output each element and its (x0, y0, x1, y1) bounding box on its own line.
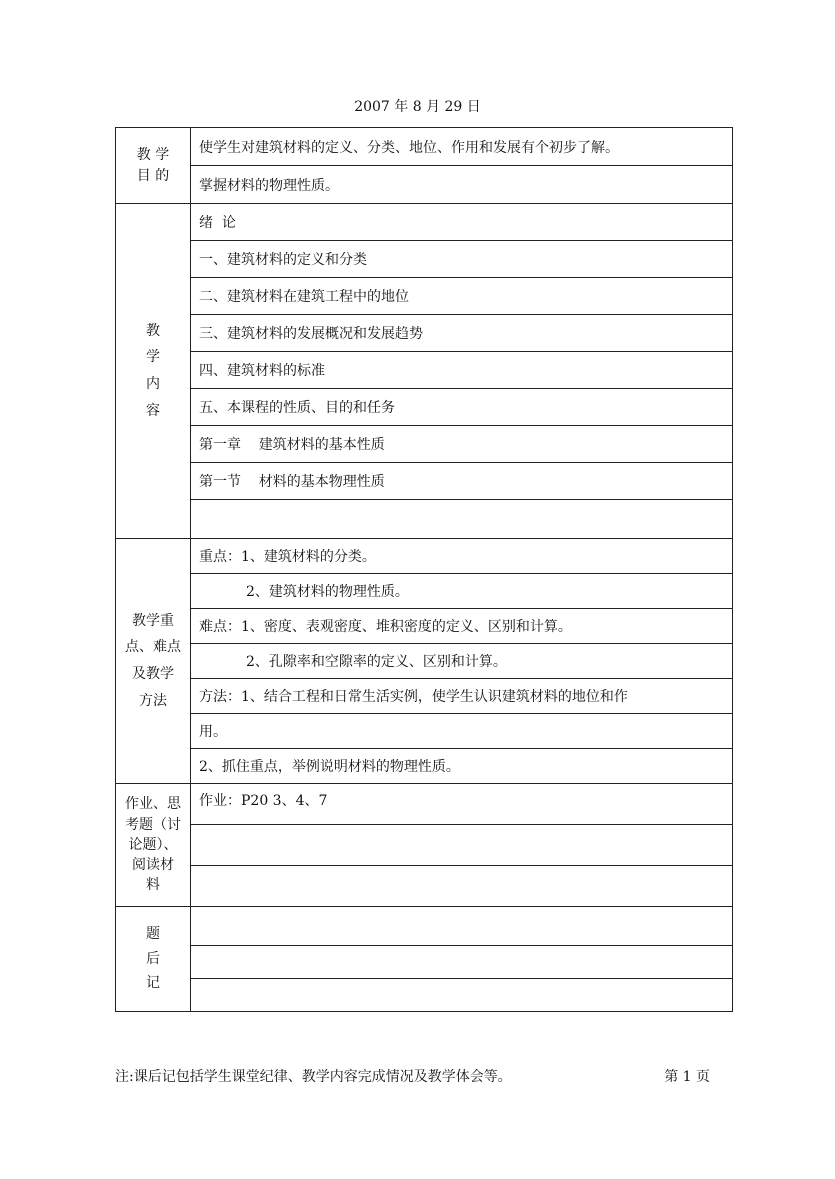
content-row (116, 352, 733, 389)
content-label-line: 教 (146, 322, 160, 339)
content-item: 四、建筑材料的标准 (191, 352, 733, 389)
afterword-label-line: 记 (146, 975, 160, 992)
afterword-item-empty (191, 946, 733, 979)
key-item: 重点：1、建筑材料的分类。 (191, 539, 733, 574)
content-item: 五、本课程的性质、目的和任务 (191, 389, 733, 426)
key-item: 2、建筑材料的物理性质。 (191, 574, 733, 609)
goal-label-line: 目 的 (136, 167, 170, 184)
key-row (116, 749, 733, 784)
homework-row (116, 825, 733, 866)
afterword-label (116, 907, 191, 1012)
homework-item-empty (191, 825, 733, 866)
footer-note: 注:课后记包括学生课堂纪律、教学内容完成情况及教学体会等。 (115, 1069, 512, 1085)
content-row (116, 389, 733, 426)
homework-label-line: 作业、思 (125, 796, 181, 813)
goal-item: 掌握材料的物理性质。 (191, 166, 733, 204)
content-item: 一、建筑材料的定义和分类 (191, 241, 733, 278)
key-row (116, 644, 733, 679)
key-row (116, 679, 733, 714)
key-item: 方法：1、结合工程和日常生活实例，使学生认识建筑材料的地位和作 (191, 679, 733, 714)
content-label-line: 容 (146, 402, 160, 419)
homework-label-line: 料 (146, 877, 160, 894)
goal-label (116, 128, 191, 204)
content-row (116, 204, 733, 241)
homework-label-line: 论题）、 (128, 836, 178, 853)
content-label-line: 内 (146, 376, 160, 392)
homework-row (116, 784, 733, 825)
afterword-row (116, 907, 733, 946)
content-item: 二、建筑材料在建筑工程中的地位 (191, 278, 733, 315)
afterword-label-line: 后 (146, 950, 160, 967)
document-date: 2007 年 8 月 29 日 (354, 99, 481, 115)
key-label-line: 方法 (139, 692, 167, 709)
homework-row (116, 866, 733, 907)
key-label-line: 点、难点 (125, 639, 181, 656)
key-label-line: 及教学 (132, 666, 174, 682)
content-row (116, 463, 733, 500)
content-item: 三、建筑材料的发展概况和发展趋势 (191, 315, 733, 352)
key-label-line: 教学重 (132, 612, 174, 629)
key-item: 用。 (191, 714, 733, 749)
content-item: 第一节 材料的基本物理性质 (191, 463, 733, 500)
homework-label (116, 784, 191, 907)
key-item: 2、孔隙率和空隙率的定义、区别和计算。 (191, 644, 733, 679)
content-item-empty (191, 500, 733, 539)
content-row (116, 500, 733, 539)
key-row (116, 609, 733, 644)
key-row (116, 714, 733, 749)
goal-label-line: 教 学 (136, 146, 170, 163)
key-item: 2、抓住重点，举例说明材料的物理性质。 (191, 749, 733, 784)
lesson-plan-table (115, 127, 733, 1012)
content-label-line: 学 (146, 349, 160, 366)
footer (115, 1068, 710, 1086)
key-label (116, 539, 191, 784)
page-number: 第 1 页 (664, 1069, 710, 1085)
afterword-row (116, 979, 733, 1012)
content-row (116, 278, 733, 315)
homework-item: 作业：P20 3、4、7 (191, 784, 733, 825)
afterword-row (116, 946, 733, 979)
content-label (116, 204, 191, 539)
goal-row (116, 166, 733, 204)
key-item: 难点：1、密度、表观密度、堆积密度的定义、区别和计算。 (191, 609, 733, 644)
homework-item-empty (191, 866, 733, 907)
content-row (116, 426, 733, 463)
content-row (116, 315, 733, 352)
goal-row (116, 128, 733, 166)
goal-item: 使学生对建筑材料的定义、分类、地位、作用和发展有个初步了解。 (191, 128, 733, 166)
homework-label-line: 阅读材 (132, 857, 174, 874)
afterword-item-empty (191, 907, 733, 946)
afterword-label-line: 题 (146, 926, 160, 943)
afterword-item-empty (191, 979, 733, 1012)
homework-label-line: 考题（讨 (125, 816, 181, 833)
content-row (116, 241, 733, 278)
key-row (116, 574, 733, 609)
content-item: 绪 论 (191, 204, 733, 241)
key-row (116, 539, 733, 574)
content-item: 第一章 建筑材料的基本性质 (191, 426, 733, 463)
